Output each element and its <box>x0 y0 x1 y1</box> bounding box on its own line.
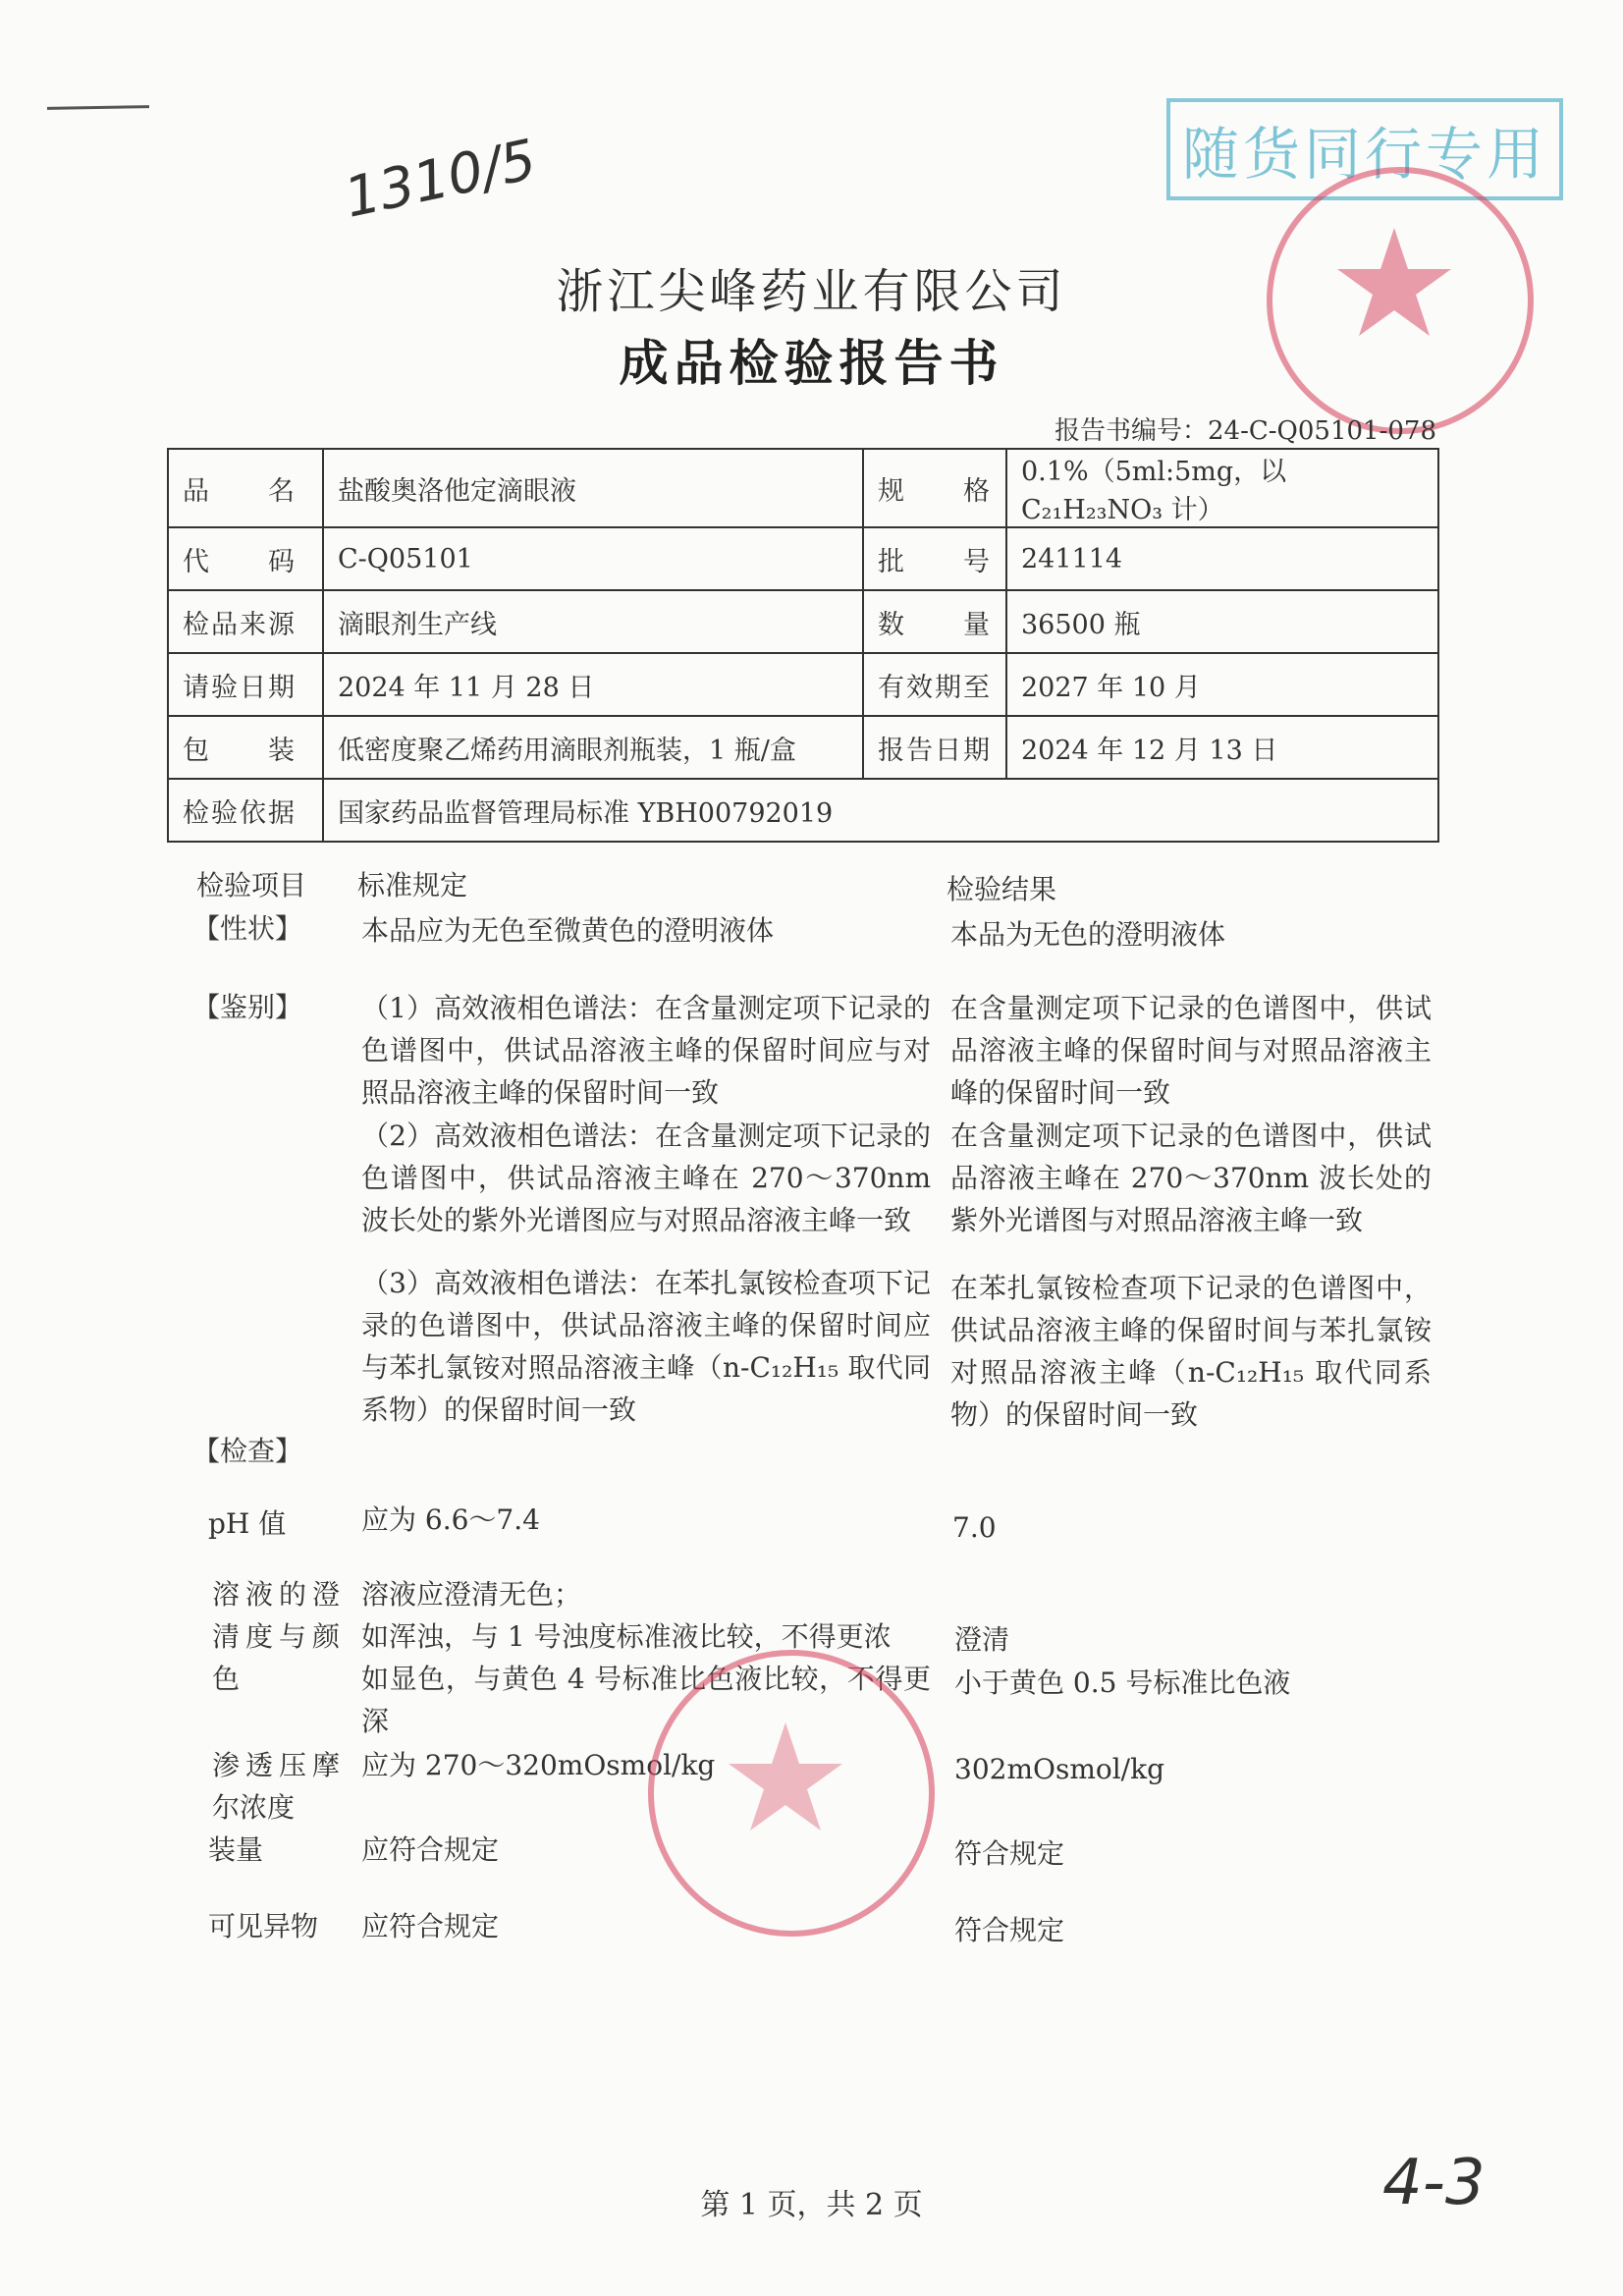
cell-value: 盐酸奥洛他定滴眼液 <box>323 449 863 527</box>
cell-value: 2024 年 12 月 13 日 <box>1006 716 1438 779</box>
fill-result: 符合规定 <box>954 1837 1065 1870</box>
cell-label: 品 名 <box>168 449 323 527</box>
check-label: 【检查】 <box>192 1435 303 1467</box>
ph-result: 7.0 <box>952 1511 997 1544</box>
identification-standard-3: （3）高效液相色谱法：在苯扎氯铵检查项下记录的色谱图中，供试品溶液主峰的保留时间应与苯扎氯铵对照品溶液主峰（n-C₁₂H₁₅ 取代同系物）的保留时间一致 <box>361 1267 931 1426</box>
clarity-result-1: 澄清 <box>954 1623 1010 1656</box>
ph-label: pH 值 <box>208 1507 287 1540</box>
identification-standard-2: （2）高效液相色谱法：在含量测定项下记录的色谱图中，供试品溶液主峰在 270～370nm 波长处的紫外光谱图应与对照品溶液主峰一致 <box>361 1120 931 1236</box>
table-row <box>168 449 1438 527</box>
table-row <box>168 527 1438 590</box>
fill-standard: 应符合规定 <box>361 1833 500 1866</box>
clarity-standard-2: 如浑浊，与 1 号浊度标准液比较，不得更浓 <box>361 1620 892 1653</box>
cell-label: 有效期至 <box>863 653 1006 716</box>
col-standard-header: 标准规定 <box>357 869 468 902</box>
visible-particles-label: 可见异物 <box>208 1910 319 1942</box>
scan-mark <box>47 105 149 110</box>
shipment-stamp: 随货同行专用 <box>1166 98 1563 200</box>
cell-value: 低密度聚乙烯药用滴眼剂瓶装，1 瓶/盒 <box>323 716 863 779</box>
cell-value: 0.1%（5ml:5mg，以 C₂₁H₂₃NO₃ 计） <box>1006 449 1438 527</box>
cell-value: 2027 年 10 月 <box>1006 653 1438 716</box>
cell-label: 包 装 <box>168 716 323 779</box>
page-number: 第 1 页，共 2 页 <box>700 2188 923 2222</box>
col-item-header: 检验项目 <box>196 869 307 902</box>
visible-particles-result: 符合规定 <box>954 1914 1065 1946</box>
traits-standard: 本品应为无色至微黄色的澄明液体 <box>361 914 775 947</box>
osmolality-standard: 应为 270～320mOsmol/kg <box>361 1749 716 1781</box>
report-number: 报告书编号：24-C-Q05101-078 <box>1055 416 1436 446</box>
identification-label: 【鉴别】 <box>192 991 303 1023</box>
identification-standard-1: （1）高效液相色谱法：在含量测定项下记录的色谱图中，供试品溶液主峰的保留时间应与对照品溶液主峰的保留时间一致 <box>361 992 931 1109</box>
clarity-standard-3: 如显色，与黄色 4 号标准比色液比较，不得更深 <box>361 1663 931 1737</box>
info-table <box>167 448 1439 843</box>
cell-label: 请验日期 <box>168 653 323 716</box>
fill-label: 装量 <box>208 1833 264 1866</box>
quality-seal <box>648 1650 935 1937</box>
osmolality-label: 渗透压摩尔浓度 <box>212 1749 340 1824</box>
cell-value: 2024 年 11 月 28 日 <box>323 653 863 716</box>
traits-label: 【性状】 <box>192 912 303 945</box>
cell-label: 检验依据 <box>168 779 323 842</box>
cell-label: 代 码 <box>168 527 323 590</box>
cell-label: 报告日期 <box>863 716 1006 779</box>
identification-result-1: 在含量测定项下记录的色谱图中，供试品溶液主峰的保留时间与对照品溶液主峰的保留时间一致 <box>950 992 1432 1109</box>
cell-value: C-Q05101 <box>323 527 863 590</box>
cell-value: 241114 <box>1006 527 1438 590</box>
table-row <box>168 716 1438 779</box>
cell-value: 36500 瓶 <box>1006 590 1438 653</box>
cell-value: 滴眼剂生产线 <box>323 590 863 653</box>
table-row <box>168 779 1438 842</box>
cell-label: 批 号 <box>863 527 1006 590</box>
handwritten-number: 1310/5 <box>339 128 542 231</box>
ph-standard: 应为 6.6～7.4 <box>361 1503 540 1536</box>
table-row <box>168 590 1438 653</box>
visible-particles-standard: 应符合规定 <box>361 1910 500 1942</box>
osmolality-result: 302mOsmol/kg <box>954 1753 1165 1785</box>
clarity-result-2: 小于黄色 0.5 号标准比色液 <box>954 1667 1291 1699</box>
clarity-label: 溶液的澄清度与颜色 <box>212 1578 340 1695</box>
identification-result-3: 在苯扎氯铵检查项下记录的色谱图中，供试品溶液主峰的保留时间与苯扎氯铵对照品溶液主峰（n-C₁₂H₁₅ 取代同系物）的保留时间一致 <box>950 1272 1432 1431</box>
cell-label: 数 量 <box>863 590 1006 653</box>
page-title: 成品检验报告书 <box>619 334 1004 392</box>
clarity-standard-1: 溶液应澄清无色； <box>361 1578 582 1611</box>
cell-value: 国家药品监督管理局标准 YBH00792019 <box>323 779 1438 842</box>
cell-label: 规 格 <box>863 449 1006 527</box>
company-name: 浙江尖峰药业有限公司 <box>556 264 1067 319</box>
cell-label: 检品来源 <box>168 590 323 653</box>
table-row <box>168 653 1438 716</box>
handwritten-mark: 4-3 <box>1382 2147 1486 2219</box>
seal-star-icon <box>648 1650 923 1925</box>
identification-result-2: 在含量测定项下记录的色谱图中，供试品溶液主峰在 270～370nm 波长处的紫外光谱图与对照品溶液主峰一致 <box>950 1120 1432 1236</box>
col-result-header: 检验结果 <box>947 873 1057 905</box>
traits-result: 本品为无色的澄明液体 <box>950 918 1226 951</box>
